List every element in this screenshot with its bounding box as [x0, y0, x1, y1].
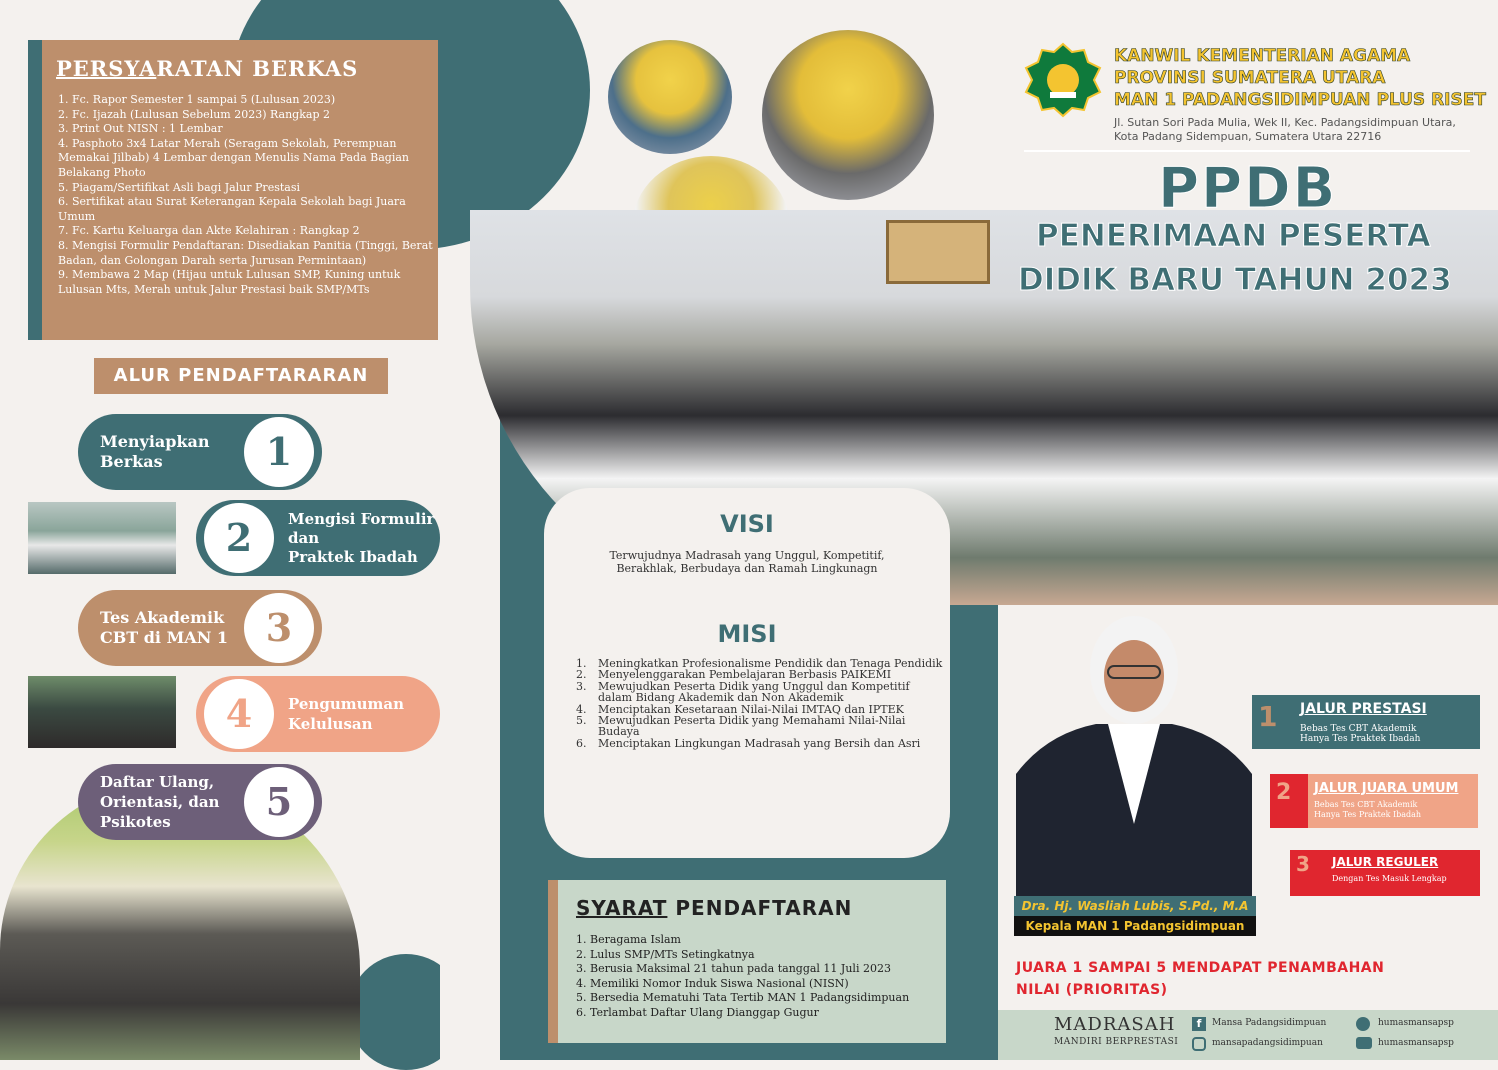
- requirements-list: [58, 93, 433, 297]
- visi-text-2: Berakhlak, Berbudaya dan Ramah Lingkunagn: [616, 562, 878, 575]
- step-label-line: Orientasi, dan: [100, 793, 220, 811]
- misi-item-num: 4.: [576, 702, 587, 716]
- syarat-title-underlined: SYARAT: [576, 896, 668, 920]
- facebook-icon[interactable]: f: [1192, 1017, 1206, 1031]
- visi-title: VISI: [720, 510, 774, 538]
- jalur-reguler-num: 3: [1296, 852, 1310, 876]
- step-label-line: Psikotes: [100, 813, 171, 831]
- footer-tagline: MANDIRI BERPRESTASI: [1054, 1037, 1179, 1047]
- requirement-item: 4. Pasphoto 3x4 Latar Merah (Seragam Sekolah, Perempuan Memakai Jilbab) 4 Lembar dengan Menulis Nama Pada Bagian Belakang Photo: [58, 136, 409, 179]
- basketball-board: [886, 220, 990, 284]
- alur-step-3-number: 3: [244, 593, 314, 663]
- requirement-item: 3. Print Out NISN : 1 Lembar: [58, 122, 223, 136]
- misi-item-text: Menciptakan Lingkungan Madrasah yang Bersih dan Asri: [598, 736, 921, 750]
- step-label-line: Tes Akademik: [100, 608, 225, 627]
- requirement-item: 2. Fc. Ijazah (Lulusan Sebelum 2023) Rangkap 2: [58, 107, 330, 121]
- requirements-title: [56, 56, 358, 81]
- header-address-1: Jl. Sutan Sori Pada Mulia, Wek II, Kec. Padangsidimpuan Utara,: [1114, 116, 1456, 129]
- requirement-item: 6. Sertifikat atau Surat Keterangan Kepala Sekolah bagi Juara Umum: [58, 195, 406, 223]
- misi-item-text: Mewujudkan Peserta Didik yang Unggul dan Kompetitif dalam Bidang Akademik dan Non Akademik: [598, 679, 910, 705]
- jalur-reguler-desc: Dengan Tes Masuk Lengkap: [1332, 874, 1447, 883]
- instagram-handle[interactable]: mansapadangsidimpuan: [1212, 1038, 1323, 1048]
- misi-item: [576, 738, 946, 749]
- footer-brand: MADRASAH: [1054, 1014, 1176, 1035]
- jalur-juara-umum-name: JALUR JUARA UMUM: [1314, 781, 1459, 796]
- principal-photo: [1016, 614, 1252, 896]
- requirement-item: 5. Piagam/Sertifikat Asli bagi Jalur Prestasi: [58, 180, 300, 194]
- jalur-prestasi-name: JALUR PRESTASI: [1300, 701, 1427, 717]
- misi-list: [576, 658, 946, 749]
- misi-title: MISI: [717, 620, 777, 648]
- misi-item-text: Menyelenggarakan Pembelajaran Berbasis PAIKEMI: [598, 668, 892, 682]
- step-label-line: Pengumuman: [288, 695, 404, 713]
- youtube-handle[interactable]: humasmansapsp: [1378, 1038, 1454, 1048]
- misi-item-text: Mewujudkan Peserta Didik yang Memahami Nilai-Nilai Budaya: [598, 714, 906, 739]
- alur-step-5-label: [100, 772, 240, 832]
- alur-step-4-label: [288, 694, 404, 734]
- syarat-title-rest: PENDAFTARAN: [667, 896, 853, 920]
- circle-photo-1: [608, 40, 732, 154]
- syarat-item: 6. Terlambat Daftar Ulang Dianggap Gugur: [576, 1005, 819, 1019]
- circle-photo-2: [762, 30, 934, 200]
- ppdb-title: PPDB: [1158, 156, 1338, 221]
- alur-step-2: [196, 500, 440, 576]
- step-label-line: dan: [288, 528, 320, 547]
- twitter-handle[interactable]: humasmansapsp: [1378, 1018, 1454, 1028]
- jalur-prestasi-desc-1: Bebas Tes CBT Akademik: [1300, 724, 1417, 734]
- instagram-icon[interactable]: [1192, 1037, 1206, 1051]
- step-label-line: Kelulusan: [288, 715, 373, 733]
- alur-step-3-label: [100, 608, 240, 648]
- alur-step-1-number: 1: [244, 417, 314, 487]
- header-line-3: MAN 1 PADANGSIDIMPUAN PLUS RISET: [1114, 90, 1486, 110]
- visi-text-1: Terwujudnya Madrasah yang Unggul, Kompetitif,: [609, 549, 885, 562]
- misi-item-text: Meningkatkan Profesionalisme Pendidik dan Tenaga Pendidik: [598, 657, 943, 670]
- alur-step-4-number: 4: [204, 679, 274, 749]
- requirement-item: 1. Fc. Rapor Semester 1 sampai 5 (Lulusan 2023): [58, 93, 336, 106]
- misi-item: [576, 715, 946, 738]
- step-label-line: Menyiapkan: [100, 432, 210, 451]
- hero-subtitle-2: DIDIK BARU TAHUN 2023: [1018, 262, 1452, 298]
- step-label-line: CBT di MAN 1: [100, 628, 229, 647]
- misi-item-num: 5.: [576, 714, 587, 728]
- alur-photo-2: [28, 676, 176, 748]
- facebook-handle[interactable]: Mansa Padangsidimpuan: [1212, 1018, 1327, 1028]
- hero-curve-mask: [998, 395, 1498, 605]
- syarat-item: 2. Lulus SMP/MTs Setingkatnya: [576, 947, 755, 961]
- syarat-item: 4. Memiliki Nomor Induk Siswa Nasional (NISN): [576, 976, 849, 990]
- misi-item-num: 3.: [576, 679, 587, 693]
- principal-title: Kepala MAN 1 Padangsidimpuan: [1014, 916, 1256, 936]
- step-label-line: Praktek Ibadah: [288, 547, 418, 566]
- principal-name: Dra. Hj. Wasliah Lubis, S.Pd., M.A: [1014, 896, 1256, 916]
- misi-item-num: 1.: [576, 657, 587, 670]
- header-divider: [1024, 150, 1470, 152]
- misi-item-text: Menciptakan Kesetaraan Nilai-Nilai IMTAQ dan IPTEK: [598, 702, 904, 716]
- alur-step-5-number: 5: [244, 767, 314, 837]
- step-label-line: Mengisi Formulir: [288, 509, 435, 528]
- jalur-juara-umum-desc-2: Hanya Tes Praktek Ibadah: [1314, 810, 1422, 819]
- header-address-2: Kota Padang Sidempuan, Sumatera Utara 22716: [1114, 130, 1382, 143]
- syarat-item: 5. Bersedia Mematuhi Tata Tertib MAN 1 Padangsidimpuan: [576, 991, 910, 1005]
- misi-item-num: 6.: [576, 736, 587, 750]
- youtube-icon[interactable]: [1356, 1037, 1372, 1049]
- notice-line-1: JUARA 1 SAMPAI 5 MENDAPAT PENAMBAHAN: [1016, 960, 1385, 976]
- hero-subtitle-1: PENERIMAAN PESERTA: [1036, 218, 1431, 254]
- requirement-item: 7. Fc. Kartu Keluarga dan Akte Kelahiran : Rangkap 2: [58, 224, 360, 238]
- syarat-title: [576, 896, 852, 920]
- step-label-line: Daftar Ulang,: [100, 773, 215, 791]
- alur-step-2-label: [288, 510, 434, 567]
- alur-step-1: [78, 414, 322, 490]
- notice-line-2: NILAI (PRIORITAS): [1016, 982, 1168, 998]
- jalur-juara-umum-num: 2: [1276, 780, 1292, 805]
- requirement-item: 9. Membawa 2 Map (Hijau untuk Lulusan SMP, Kuning untuk Lulusan Mts, Merah untuk Jalur Prestasi baik SMP/MTs: [58, 268, 401, 296]
- syarat-item: 1. Beragama Islam: [576, 933, 681, 946]
- jalur-prestasi-num: 1: [1258, 700, 1278, 733]
- requirements-title-underlined: PERSYA: [56, 56, 157, 81]
- alur-title: ALUR PENDAFTARARAN: [94, 358, 388, 394]
- requirements-title-rest: RATAN BERKAS: [156, 56, 359, 81]
- alur-step-3: [78, 590, 322, 666]
- syarat-list: [576, 933, 946, 1021]
- alur-step-1-label: [100, 432, 240, 472]
- requirement-item: 8. Mengisi Formulir Pendaftaran: Disediakan Panitia (Tinggi, Berat Badan, dan Golongan Darah serta Jurusan Permintaan): [58, 238, 433, 267]
- alur-step-2-number: 2: [204, 503, 274, 573]
- misi-item: [576, 681, 946, 704]
- jalur-prestasi-desc-2: Hanya Tes Praktek Ibadah: [1300, 734, 1421, 744]
- jalur-reguler-name: JALUR REGULER: [1332, 855, 1439, 869]
- syarat-item: 3. Berusia Maksimal 21 tahun pada tanggal 11 Juli 2023: [576, 962, 891, 976]
- teal-curve-mask: [440, 395, 500, 1060]
- twitter-icon[interactable]: [1356, 1017, 1370, 1031]
- ministry-logo: [1022, 42, 1104, 118]
- alur-step-5: [78, 764, 322, 840]
- header-line-2: PROVINSI SUMATERA UTARA: [1114, 68, 1386, 88]
- alur-photo-1: [28, 502, 176, 574]
- jalur-juara-umum-desc-1: Bebas Tes CBT Akademik: [1314, 800, 1418, 809]
- alur-step-4: [196, 676, 440, 752]
- header-line-1: KANWIL KEMENTERIAN AGAMA: [1114, 46, 1411, 66]
- step-label-line: Berkas: [100, 452, 163, 471]
- misi-item-num: 2.: [576, 668, 587, 682]
